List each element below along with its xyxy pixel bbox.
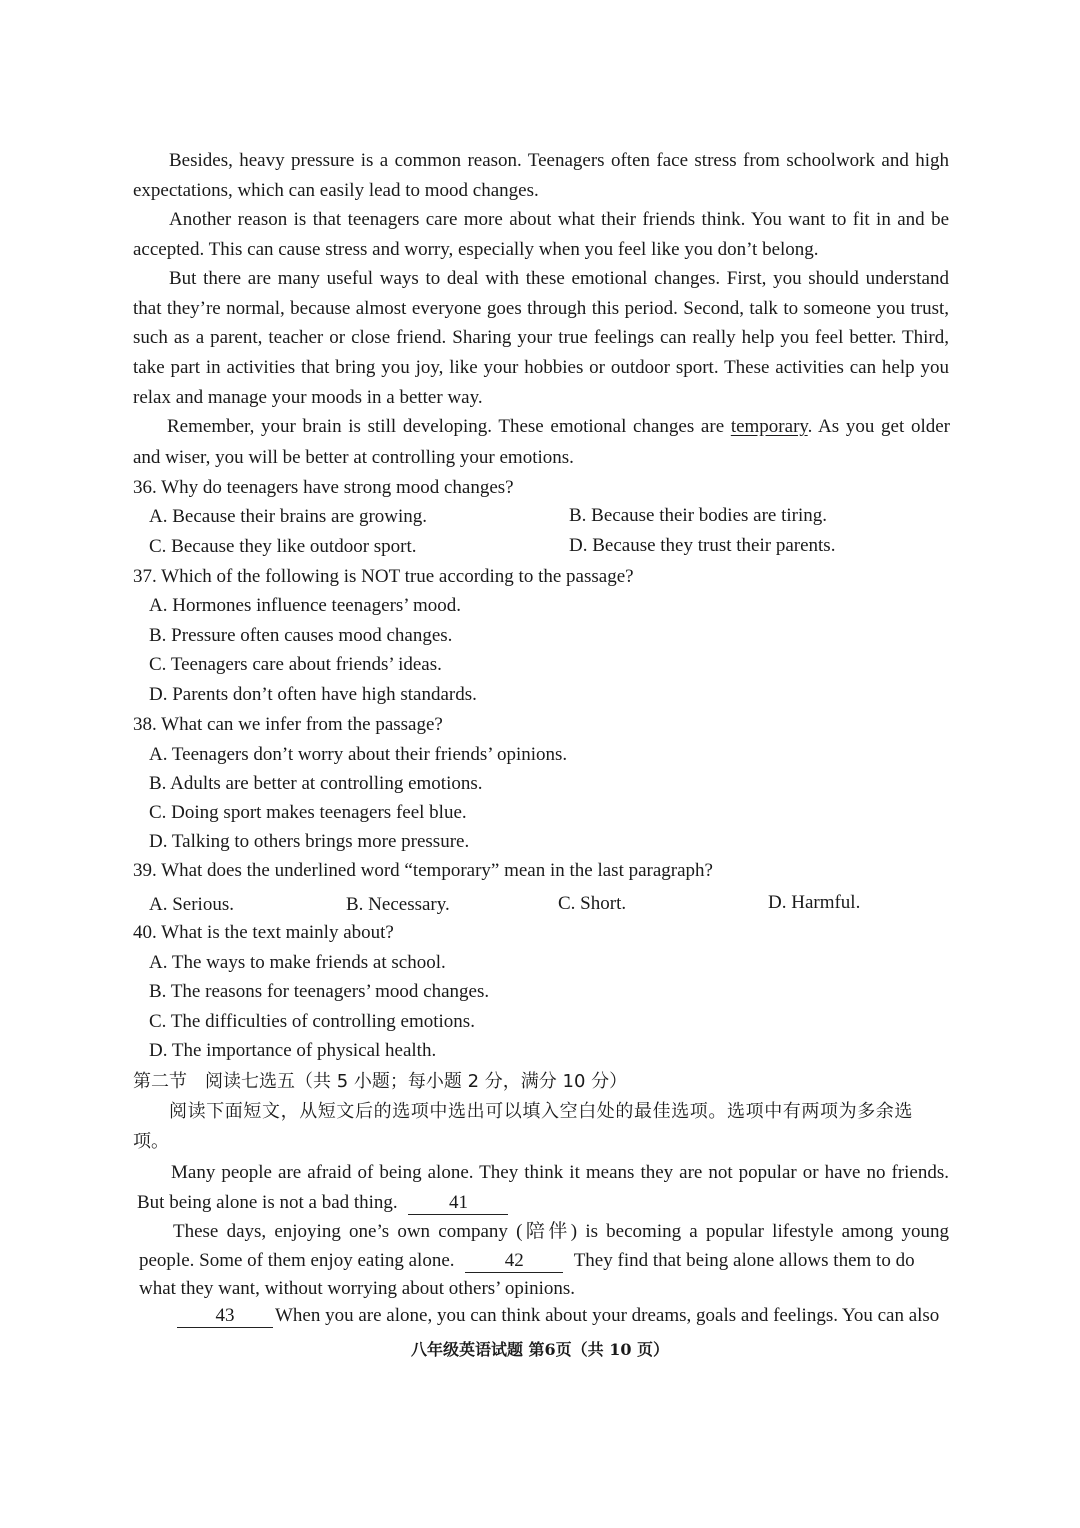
option-c: C. Short. [558,893,627,914]
option-d: D. Parents don’t often have high standards. [149,684,477,705]
passage-line: expectations, which can easily lead to mood changes. [133,180,539,201]
option-d: D. The importance of physical health. [149,1040,437,1061]
passage-line: But there are many useful ways to deal with these emotional changes. First, you should understand [169,268,949,289]
passage-text: They find that being alone allows them to do [573,1250,915,1271]
passage-text: Remember, your brain is still developing. These emotional changes are [167,416,731,437]
passage-line: Besides, heavy pressure is a common reason. Teenagers often face stress from schoolwork and high [169,150,949,171]
passage-line: Many people are afraid of being alone. They think it means they are not popular or have no friends. [171,1162,949,1183]
option-c: C. Doing sport makes teenagers feel blue. [149,802,467,823]
passage-line: These days, enjoying one’s own company (陪伴) is becoming a popular lifestyle among young [173,1221,949,1242]
blank-42[interactable]: 42 [465,1250,563,1273]
passage-line [177,1304,939,1328]
passage-text: people. Some of them enjoy eating alone. [139,1250,455,1271]
section-instruction: 阅读下面短文，从短文后的选项中选出可以填入空白处的最佳选项。选项中有两项为多余选 [169,1101,913,1122]
question-stem: 38. What can we infer from the passage? [133,714,443,735]
passage-line: relax and manage your moods in a better way. [133,387,483,408]
underlined-word: temporary [730,416,808,437]
passage-line: such as a parent, teacher or close friend. Sharing your true feelings can really help you feel better. Third, [133,327,949,348]
option-a: A. Hormones influence teenagers’ mood. [149,595,461,616]
option-b: B. Necessary. [346,894,450,915]
option-b: B. Because their bodies are tiring. [569,505,828,526]
question-stem: 36. Why do teenagers have strong mood changes? [133,477,514,498]
passage-text: . As you get older [807,416,950,437]
blank-43[interactable]: 43 [177,1305,273,1328]
option-a: A. The ways to make friends at school. [149,952,446,973]
option-b: B. Adults are better at controlling emotions. [149,773,483,794]
option-a: A. Teenagers don’t worry about their friends’ opinions. [149,744,568,765]
passage-line: Another reason is that teenagers care more about what their friends think. You want to fit in and be [169,209,949,230]
option-a: A. Serious. [149,894,234,915]
passage-line [137,1191,508,1215]
passage-line: and wiser, you will be better at controlling your emotions. [133,447,574,468]
page-footer: 八年级英语试题 第6页（共 10 页） [410,1340,670,1359]
option-b: B. Pressure often causes mood changes. [149,625,453,646]
passage-line: take part in activities that bring you joy, like your hobbies or outdoor sport. These activities can help you [133,357,949,378]
question-stem: 39. What does the underlined word “temporary” mean in the last paragraph? [133,860,713,881]
option-d: D. Talking to others brings more pressure. [149,831,470,852]
option-d: D. Because they trust their parents. [569,535,836,556]
passage-text: But being alone is not a bad thing. [137,1192,398,1213]
passage-line: that they’re normal, because almost everyone goes through this period. Second, talk to someone you trust, [133,298,949,319]
blank-41[interactable]: 41 [408,1192,508,1215]
option-d: D. Harmful. [768,892,861,913]
passage-text: When you are alone, you can think about your dreams, goals and feelings. You can also [275,1305,940,1326]
passage-line: what they want, without worrying about others’ opinions. [139,1278,576,1299]
option-c: C. The difficulties of controlling emotions. [149,1011,475,1032]
option-a: A. Because their brains are growing. [149,506,428,527]
question-stem: 37. Which of the following is NOT true according to the passage? [133,566,634,587]
question-stem: 40. What is the text mainly about? [133,922,394,943]
passage-line: accepted. This can cause stress and worry, especially when you feel like you don’t belong. [133,239,819,260]
section-instruction: 项。 [133,1131,169,1152]
option-c: C. Because they like outdoor sport. [149,536,417,557]
section-heading: 第二节 阅读七选五（共 5 小题；每小题 2 分，满分 10 分） [133,1071,628,1092]
passage-line [167,415,950,439]
passage-line [139,1249,915,1273]
option-b: B. The reasons for teenagers’ mood changes. [149,981,490,1002]
option-c: C. Teenagers care about friends’ ideas. [149,654,442,675]
